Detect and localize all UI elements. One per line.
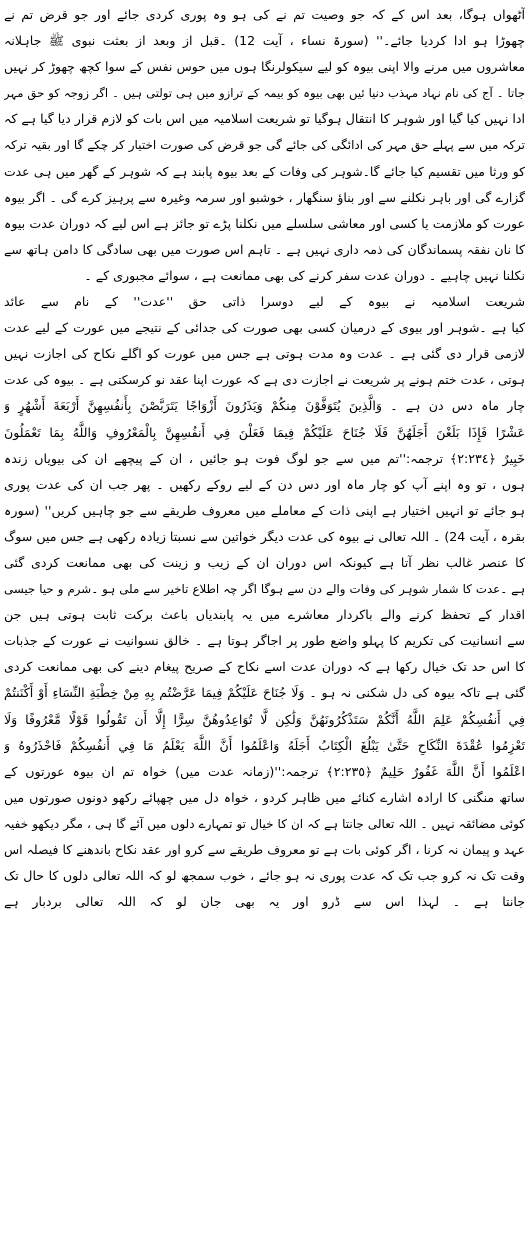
text-line-34: وقت تک نہ کرو جب تک کہ عدت پوری نہ ہو جائے ، خوب سمجھ لو کہ اللہ تعالی دلوں کا حال تک [4,868,525,884]
text-line-21: بقرہ ، آیت 24) ۔ اللہ تعالی نے بیوہ کی عدت دیگر خواتین سے نسبتا زیادہ رکھی ہے جس میں سوگ [4,528,525,544]
text-line-22: کا عنصر غالب نظر آتا ہے کیونکہ اس دوران ان کے زیب و زینت کی بھی ممانعت کردی گئی [4,554,525,570]
text-line-5: ادا نہیں کیا گیا اور شوہر کا انتقال ہوگیا تو شریعت اسلامیہ میں اس بات کو لازم قرار دیا گیا ہے کہ [4,111,525,127]
text-line-8: گزارے گی اور باہر نکلنے سے اور بناؤ سنگھار ، خوشبو اور سرمہ وغیرہ سے پرہیز کرے گی ۔ اگر بیوہ [4,189,525,205]
text-line-9: عورت کو ملازمت یا کسی اور معاشی سلسلے میں نکلنا پڑے تو جائز ہے اس لیے کہ دوران عدت بیوہ [4,215,525,231]
text-line-15: ہوتی ، عدت ختم ہونے پر شریعت نے اجازت دی ہے کہ عورت اپنا عقد نو کرسکتی ہے ۔ بیوہ کی عدت [4,373,525,388]
text-line-12: شریعت اسلامیہ نے بیوہ کے لیے دوسرا ذاتی حق ''عدت'' کے نام سے عائد [4,294,525,310]
text-line-10: کا نان نفقہ پسماندگان کی ذمہ داری نہیں ہے ۔ تاہم اس صورت میں بھی سادگی کا دامن ہاتھ سے [4,241,525,257]
text-line-26: کا اس حد تک خیال رکھا ہے کہ دوران عدت اسے نکاح کے صریح پیغام دینے کی بھی ممانعت کردی [4,659,525,675]
text-line-35: جانتا ہے ۔ لہذا اس سے ڈرو اور یہ بھی جان لو کہ اللہ تعالی بردبار ہے [4,894,525,910]
text-line-19: ہوں ، تو وہ اپنے آپ کو چار ماہ اور دس دن کے لیے روکے رکھیں ۔ پھر جب ان کی عدت پوری [4,476,525,492]
text-line-1: آٹھواں ہوگا، بعد اس کے کہ جو وصیت تم نے کی ہو وہ پوری کردی جائے اور جو قرض تم نے [4,7,525,22]
text-line-24: اقدار کے تحفظ کرنے والے باکردار معاشرے میں یہ پابندیاں باعث برکت ثابت ہوتی ہیں جن [4,607,525,623]
text-line-13: کیا ہے ۔شوہر اور بیوی کے درمیان کسی بھی صورت کی جدائی کے نتیجے میں عورت کے لیے عدت [4,320,525,336]
text-line-18: خَبِيرٌ ﴿٢:٢٣٤﴾ ترجمہ:''تم میں سے جو لوگ فوت ہو جائیں ، ان کے پیچھے ان کی بیویاں زندہ [4,450,525,466]
text-line-32: کوئی مضائقہ نہیں ۔ اللہ تعالی جانتا ہے کہ ان کا خیال تو تمہارے دلوں میں آئے گا ہی ، مگر دیکھو خفیہ [4,816,525,831]
text-line-23: ہے ۔عدت کا شمار شوہر کی وفات والے دن سے ہوگا اگر چہ اطلاع تاخیر سے ملی ہو ۔شرم و حیا جیسی [4,582,525,597]
text-line-3: معاشروں میں مرنے والا اپنی بیوہ کو لیے سیکولرنگا ہوں میں حوس نفس کے سوا کچھ چھوڑ کر نہیں [4,59,525,75]
text-line-6: ترکہ میں سے پہلے حق مہر کی ادائگی کی جائے گی جو قرض کی صورت اختیار کر چکے گا اور بقیہ ترکہ [4,138,525,153]
text-line-14: لازمی قرار دی گئی ہے ۔ عدت وہ مدت ہوتی ہے جس میں عورت کو اگلے نکاح کی اجازت نہیں [4,346,525,362]
quran-verse-line-3: گئی ہے تاکہ بیوہ کی دل شکنی نہ ہو ۔ وَلَا جُنَاحَ عَلَيْكُمْ فِيمَا عَرَّضْتُم بِهِ مِنْ خِطْبَةِ النِّسَاءِ أَوْ أَكْنَنتُمْ [4,685,525,701]
text-line-11: نکلنا نہیں چاہیے ۔ دوران عدت سفر کرنے کی بھی ممانعت ہے ، سوائے مجبوری کے ۔ [84,267,525,283]
quran-verse-line-1: چار ماہ دس دن ہے ۔ وَالَّذِينَ يُتَوَفَّوْنَ مِنكُمْ وَيَذَرُونَ أَزْوَاجًا يَتَرَبَّصْنَ بِأَنفُسِهِنَّ أَرْبَعَةَ أَشْهُرٍ وَ [4,398,525,414]
text-line-7: کو ورثا میں تقسیم کیا جائے گا۔شوہر کی وفات کے بعد بیوہ پابند ہے کہ شوہر کے گھر میں ہی عدت [4,163,525,179]
text-line-20: ہو جائے تو انہیں اختیار ہے اپنی ذات کے معاملے میں معروف طریقے سے جو چاہیں کریں'' (سورہ [4,502,525,518]
text-line-4: جاتا ۔ آج کی نام نہاد مہذب دنیا ئیں بھی بیوہ کو بیمہ کے ترازو میں ہی تولتی ہیں ۔ اگر زوجہ کو حق مہر [4,86,525,101]
quran-verse-line-4: فِي أَنفُسِكُمْ عَلِمَ اللَّهُ أَنَّكُمْ سَتَذْكُرُونَهُنَّ وَلَٰكِن لَّا تُوَاعِدُوهُنَّ سِرًّا إِلَّا أَن تَقُولُوا قَوْلًا مَّعْرُوفًا وَلَا [4,711,525,727]
quran-verse-line-6: اعْلَمُوا أَنَّ اللَّهَ غَفُورٌ حَلِيمٌ ﴿٢:٢٣٥﴾ ترجمہ:''(زمانہ عدت میں) خواہ تم ان بیوہ عورتوں کے [4,763,525,779]
quran-verse-line-2: عَشْرًا فَإِذَا بَلَغْنَ أَجَلَهُنَّ فَلَا جُنَاحَ عَلَيْكُمْ فِيمَا فَعَلْنَ فِي أَنفُسِهِنَّ بِالْمَعْرُوفِ وَاللَّهُ بِمَا تَعْمَلُونَ [4,424,525,440]
text-line-25: سے انسانیت کی تکریم کا پہلو واضع طور پر اجاگر ہوتا ہے ۔ خالق نسوانیت نے عورت کے جذبات [4,633,525,649]
text-line-2: چھوڑا ہو ادا کردیا جائے۔'' (سورۃ نساء ، آیت 12) ۔قبل از وبعد از بعثت نبوی ﷺ جاہلانہ [4,33,525,49]
text-line-33: عہد و پیمان نہ کرنا ، اگر کوئی بات ہے تو معروف طریقے سے کرو اور عقد نکاح باندھنے کا فیصلہ اس [4,842,525,857]
text-line-31: ساتھ منگنی کا ارادہ اشارے کنائے میں ظاہر کردو ، خواہ دل میں چھپائے رکھو دونوں صورتوں میں [4,789,525,805]
quran-verse-line-5: تَعْزِمُوا عُقْدَةَ النِّكَاحِ حَتَّىٰ يَبْلُغَ الْكِتَابُ أَجَلَهُ وَاعْلَمُوا أَنَّ اللَّهَ يَعْلَمُ مَا فِي أَنفُسِكُمْ فَاحْذَرُوهُ وَ [4,737,525,753]
